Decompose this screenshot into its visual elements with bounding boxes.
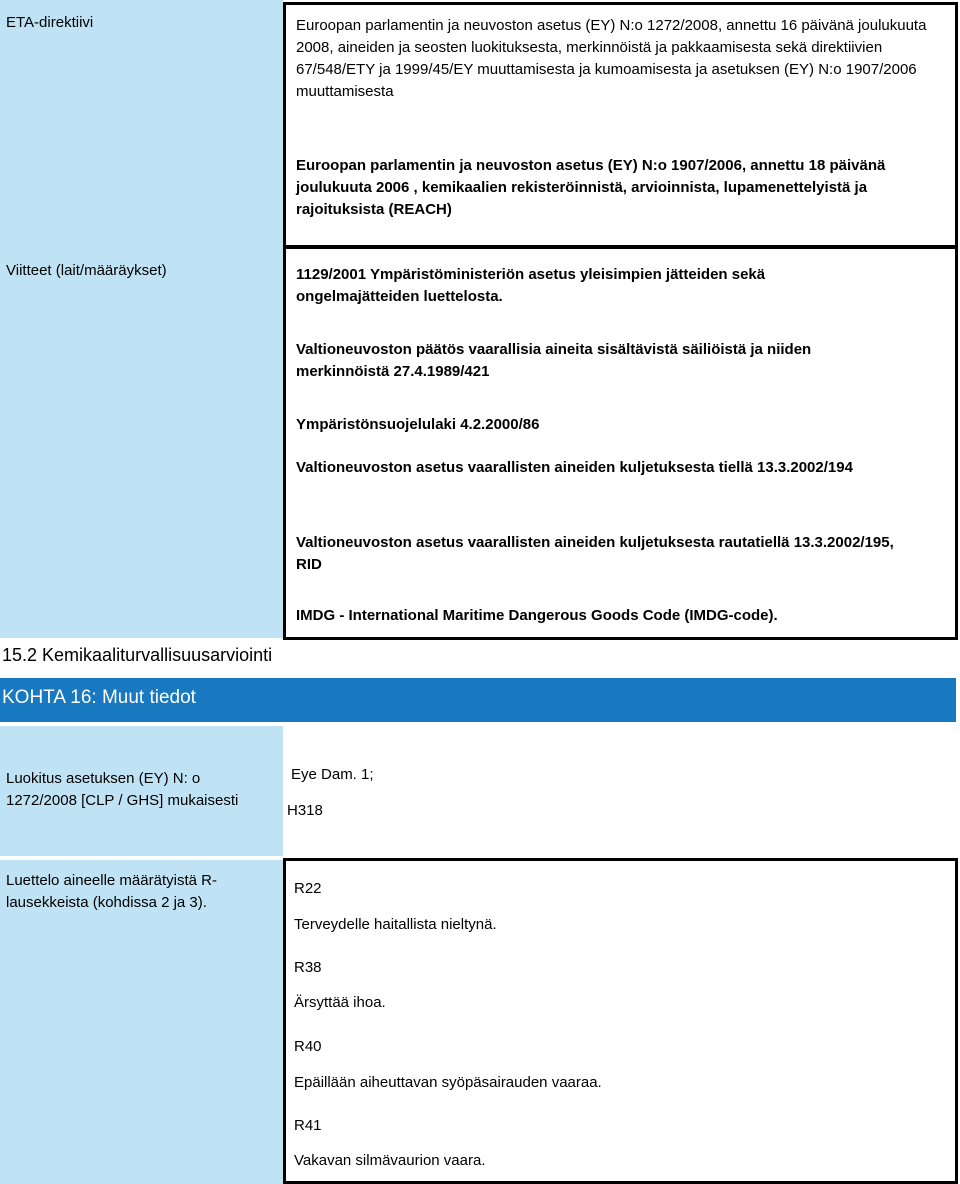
eta-directive-box bbox=[283, 2, 958, 248]
section-16-title: KOHTA 16: Muut tiedot bbox=[2, 687, 196, 708]
ref-tank-marking: Valtioneuvoston päätös vaarallisia aineita sisältävistä säiliöistä ja niiden merkinnöistä 27.4.1989/421 bbox=[296, 341, 812, 380]
ref-imdg: IMDG - International Maritime Dangerous Goods Code (IMDG-code). bbox=[296, 607, 778, 624]
refs-label-cell bbox=[0, 248, 283, 638]
eta-text-reach: Euroopan parlamentin ja neuvoston asetus (EY) N:o 1907/2006, annettu 18 päivänä joulukuuta 2006 , kemikaalien rekisteröinnistä, arvioinnista, lupamenettelyistä ja rajoituksista (REACH) bbox=[296, 157, 886, 218]
ref-road-transport: Valtioneuvoston asetus vaarallisten aineiden kuljetuksesta tiellä 13.3.2002/194 bbox=[296, 459, 853, 476]
section-16-header bbox=[0, 678, 956, 722]
chemical-safety-assessment-heading: 15.2 Kemikaaliturvallisuusarviointi bbox=[2, 645, 273, 665]
r-phrase-text: Ärsyttää ihoa. bbox=[294, 994, 386, 1011]
r-phrase-code: R41 bbox=[294, 1117, 322, 1134]
references-box bbox=[283, 246, 958, 640]
refs-label: Viitteet (lait/määräykset) bbox=[6, 262, 167, 279]
ref-waste-list: 1129/2001 Ympäristöministeriön asetus yleisimpien jätteiden sekä ongelmajätteiden luettelosta. bbox=[296, 266, 766, 305]
eta-text-clp: Euroopan parlamentin ja neuvoston asetus (EY) N:o 1272/2008, annettu 16 päivänä joulukuuta 2008, aineiden ja seosten luokituksesta, merkinnöistä ja pakkaamisesta sekä direktiivien 67/548/ETY ja 1999/45/EY muuttamisesta ja kumoamisesta ja asetuksen (EY) N:o 1907/2006 muuttamisesta bbox=[296, 17, 927, 100]
r-phrase-text: Epäillään aiheuttavan syöpäsairauden vaaraa. bbox=[294, 1074, 602, 1091]
r-phrase-code: R40 bbox=[294, 1038, 322, 1055]
r-phrase-text: Terveydelle haitallista nieltynä. bbox=[294, 916, 497, 933]
eta-label-cell bbox=[0, 0, 283, 248]
clp-label: Luokitus asetuksen (EY) N: o 1272/2008 [CLP / GHS] mukaisesti bbox=[6, 770, 239, 809]
r-phrase-code: R22 bbox=[294, 880, 322, 897]
clp-label-cell bbox=[0, 726, 283, 856]
r-phrases-label: Luettelo aineelle määrätyistä R-lausekkeista (kohdissa 2 ja 3). bbox=[6, 872, 217, 911]
eta-label: ETA-direktiivi bbox=[6, 14, 94, 31]
r-phrases-box bbox=[283, 858, 958, 1184]
clp-class-value: Eye Dam. 1; bbox=[291, 766, 374, 783]
r-phrase-text: Vakavan silmävaurion vaara. bbox=[294, 1152, 486, 1169]
ref-rail-transport: Valtioneuvoston asetus vaarallisten aineiden kuljetuksesta rautatiellä 13.3.2002/195, RID bbox=[296, 534, 894, 573]
clp-values-cell bbox=[283, 760, 958, 856]
clp-hazard-statement: H318 bbox=[287, 802, 323, 819]
r-phrase-code: R38 bbox=[294, 959, 322, 976]
ref-environment-law: Ympäristönsuojelulaki 4.2.2000/86 bbox=[296, 416, 540, 433]
r-label-cell bbox=[0, 860, 283, 1184]
